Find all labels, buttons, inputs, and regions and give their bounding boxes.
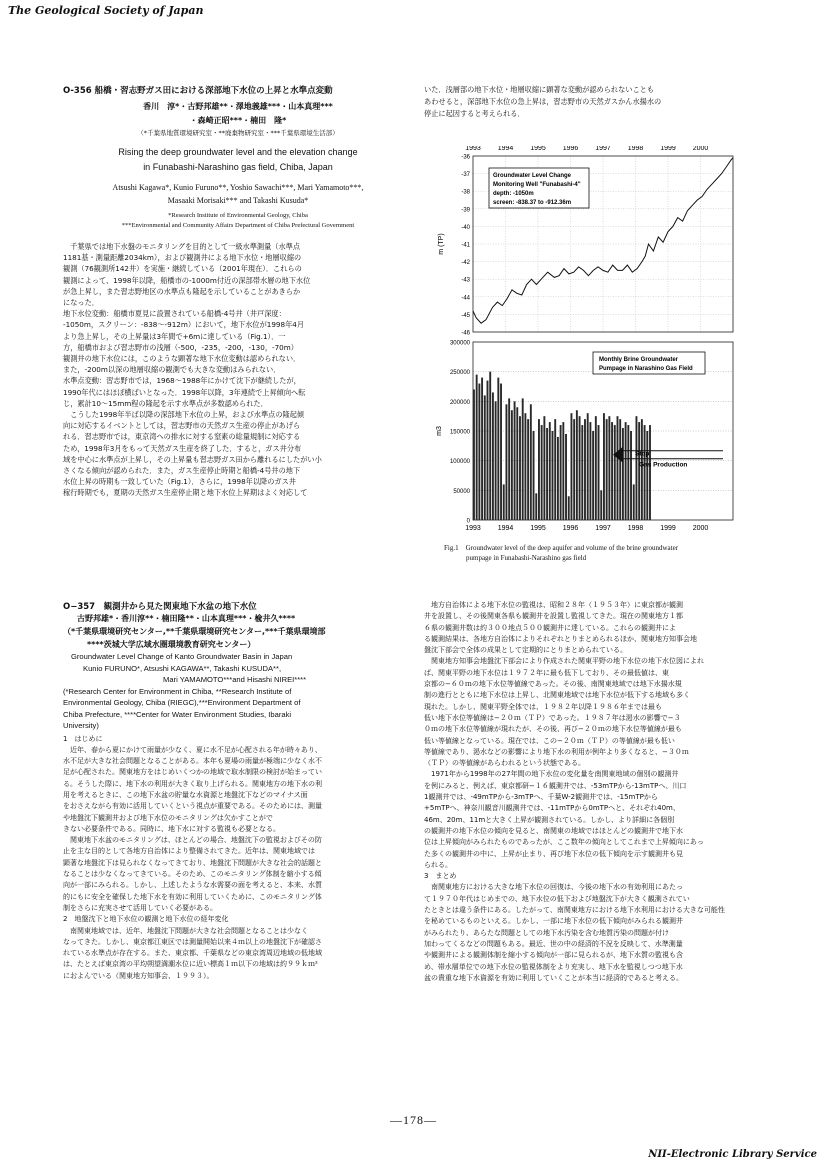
pumpage-bar	[516, 407, 518, 520]
abstract-356-affiliation-ja: （*千葉県地質環境研究室・**廃棄物研究室・***千葉県環境生活部）	[137, 129, 339, 137]
text-line: れる．習志野市では，東京湾への排水に対する窒素の総量規制に対応する	[63, 432, 301, 442]
top-x-tick-label: 1998	[627, 146, 644, 152]
pumpage-bar	[503, 484, 505, 520]
text-line: 足が心配された。関東地方をはじめいくつかの地域で取水制限の検討が始まってい	[63, 768, 322, 777]
text-line: 制の進行とともに地下水位は上昇し、北関東地域では地下水位が低下する地域も多く	[424, 691, 690, 700]
bottom-y-tick-label: 250000	[449, 370, 470, 377]
text-line: より急上昇し，その上昇量は3年間で+6mに達している（Fig.1）．一	[63, 331, 286, 341]
pumpage-bar	[598, 425, 600, 520]
text-line: る観測結果は、各地方自治体によりそれぞれとりまとめられるほか、関東地方知事会地	[424, 634, 697, 643]
text-line: 盆の貴重な地下水資源を有効に利用していくことが本当に経済的であると考える。	[424, 973, 683, 982]
text-line: なることは少なくなってきている。そのため、このモニタリング体制を縮小する傾	[63, 870, 322, 879]
top-x-tick-label: 1995	[530, 146, 546, 152]
text-line: 南関東地方における大きな地下水位の回復は、今後の地下水の有効利用にあたっ	[424, 883, 683, 892]
text-line: が急上昇し，また習志野地区の水準点も隆起を示していることがあきらか	[63, 286, 301, 296]
text-line: -1050m，スクリーン：-838～-912m）において，地下水位が1998年4月	[63, 320, 305, 330]
affiliation-line: Chiba Prefecture, ****Center for Water Environment Studies, Ibaraki	[63, 709, 292, 719]
pumpage-bar	[614, 425, 616, 520]
text-line: る。そうした際に、地下水の利用が大きく取り上げられる。関東地方の地下水の利	[63, 779, 322, 788]
stop-annotation-2: Gas Production	[639, 461, 688, 469]
bottom-title-line-2: Pumpage in Narashino Gas Field	[599, 366, 693, 372]
text-line: をおさえながら有効に活用していくという視点が重要である。そのためには、測量	[63, 802, 322, 811]
pumpage-bar	[584, 419, 586, 520]
pumpage-bar	[500, 384, 502, 520]
text-line: 2 地盤沈下と地下水位の観測と地下水位の経年変化	[63, 915, 229, 924]
figure-1-caption-line-2: pumpage in Funabashi-Narashino gas field	[466, 554, 587, 562]
text-line: になった．	[63, 298, 99, 308]
abstract-356-body	[63, 241, 413, 499]
top-y-tick-label: -44	[461, 295, 470, 302]
text-line: +5mTPへ、神奈川観音川観測井では、-11mTPから0mTPへと、それぞれ40m、	[424, 804, 680, 813]
abstract-357-authors-en-2: Mari YAMAMOTO***and Hisashi NIREI****	[163, 675, 307, 684]
pumpage-bar	[606, 419, 608, 520]
text-line: なってきた。しかし、東京都江東区では測量開始以来４ｍ以上の地盤沈下が確認さ	[63, 937, 322, 946]
pumpage-bar	[576, 410, 578, 520]
pumpage-bar	[497, 378, 499, 520]
pumpage-bar	[519, 416, 521, 520]
text-line: 的にもに安全を確保した地下水を有効に利用していくために、このモニタリング体	[63, 892, 322, 901]
text-line: こうした1998年半ば以降の深部地下水位の上昇，および水準点の隆起傾	[63, 410, 305, 420]
abstract-356-title-en-2: in Funabashi-Narashino gas field, Chiba, Japan	[143, 162, 333, 172]
journal-header: The Geological Society of Japan	[8, 4, 204, 17]
figure-1-caption-line-1: Fig.1 Groundwater level of the deep aquifer and volume of the brine groundwater	[444, 544, 679, 552]
text-line: 盤沈下部会で全体の成果として定期的にとりまとめられている。	[424, 646, 627, 655]
abstract-357-body-left	[63, 734, 406, 983]
pumpage-bar	[522, 398, 524, 520]
abstract-357	[63, 600, 406, 982]
pumpage-bar	[562, 422, 564, 520]
pumpage-bar	[514, 401, 516, 520]
pumpage-bar	[492, 392, 494, 520]
text-line: あわせると，深部地下水位の急上昇は，習志野市の天然ガスかん水揚水の	[424, 97, 662, 106]
text-line: （ＴＰ）の等値線があらわれるという状態である。	[424, 759, 585, 768]
pumpage-bar	[633, 484, 635, 520]
top-x-tick-label: 1994	[497, 146, 514, 152]
top-x-tick-label: 2000	[692, 146, 709, 152]
text-line: 南関東地域では、近年、地盤沈下問題が大きな社会問題となることは少なく	[63, 926, 308, 935]
bottom-x-tick-label: 1995	[530, 525, 546, 532]
top-x-tick-label: 1993	[465, 146, 481, 152]
text-line: て１９７０年代はじめまでの、地下水位の低下および地盤沈下が大きく観測されてい	[424, 894, 690, 903]
pumpage-bar	[641, 419, 643, 520]
text-line: 観測によって、1998年以降，船橋市の-1000m付近の深部帯水層の地下水位	[63, 275, 311, 285]
bottom-x-tick-label: 1999	[660, 525, 676, 532]
text-line: 関東地下水盆のモニタリングは、ほとんどの場合、地盤沈下の監視およびその防	[63, 836, 322, 845]
abstract-356-title-en-1: Rising the deep groundwater level and the elevation change	[118, 147, 358, 157]
text-line: また，-200m以深の地層収縮の観測でも大きな変動はみられない．	[63, 365, 281, 375]
text-line: 近年、春から夏にかけて雨量が少なく、夏に水不足が心配される年が時々あり、	[63, 745, 322, 754]
bottom-x-tick-label: 1997	[595, 525, 611, 532]
pumpage-chart	[436, 341, 733, 533]
pumpage-bar	[592, 431, 594, 520]
abstract-356-authors-en-1: Atsushi Kagawa*, Kunio Furuno**, Yoshio Sawachi***, Mari Yamamoto***,	[112, 183, 364, 192]
pumpage-bar	[511, 410, 513, 520]
bottom-y-tick-label: 150000	[449, 429, 470, 436]
text-line: 井を設置し、その後関東各県も観測井を設置し監視してきた。現在の関東地方１都	[424, 612, 683, 621]
bottom-x-tick-label: 1994	[497, 525, 514, 532]
text-line: 46m、20m、11mと大きく上昇が観測されている。しかし、より詳細に各個別	[424, 815, 675, 824]
text-line: を秘めているものといえる。しかし、一部に地下水位の低下傾向がみられる観測井	[424, 917, 683, 926]
text-line: 京都の−６０ｍの地下水位等値線であった。その後、南関東地域では地下水揚水規	[424, 680, 682, 689]
text-line: 1 はじめに	[63, 734, 103, 743]
top-y-tick-label: -42	[461, 260, 470, 267]
pumpage-bar	[506, 404, 508, 520]
top-y-tick-label: -45	[461, 312, 470, 319]
figure-1-svg	[425, 146, 743, 546]
pumpage-bar	[484, 395, 486, 520]
text-line: 水位上昇の時期も一致していた（Fig.1）．さらに，1998年以降のガス井	[63, 477, 296, 487]
abstract-357-affiliation-ja-1: （*千葉県環境研究センター,**千葉県環境研究センター,***千葉県環境部	[63, 627, 326, 636]
abstract-356	[63, 84, 413, 499]
text-line: ０ｍの地下水位等値線が現れたが、その後、再び−２０ｍの地下水位等値線が最も	[424, 725, 682, 734]
abstract-357-title: O−357 観測井から見た関東地下水盆の地下水位	[63, 602, 257, 612]
text-line: ば、関東平野の地下水位は１９７２年に最も低下しており、その最低値は、東	[424, 668, 669, 677]
text-line: た多くの観測井の中に、上昇が止まり、再び地下水位の低下傾向を示す観測井も見	[424, 849, 683, 858]
text-line: いた．浅層部の地下水位・地層収縮に顕著な変動が認められないことも	[424, 85, 655, 94]
top-annotation-line: depth: -1050m	[493, 191, 534, 197]
top-y-tick-label: -40	[461, 224, 470, 231]
text-line: 3 まとめ	[424, 872, 457, 881]
groundwater-level-chart	[438, 146, 733, 337]
top-annotation-line: Monitoring Well "Funabashi-4"	[493, 182, 581, 188]
abstract-356-authors-ja-1: 香川 淳*・古野邦雄**・澤地義雄***・山本真理***	[143, 102, 333, 111]
top-x-tick-label: 1999	[660, 146, 676, 152]
pumpage-bar	[495, 401, 497, 520]
affiliation-line: (*Research Center for Environment in Chiba, **Research Institute of	[63, 686, 292, 696]
text-line: 方，船橋市および習志野市の浅層（-500，-235，-200，-130，-70m）	[63, 342, 298, 352]
bottom-y-tick-label: 200000	[449, 399, 470, 406]
top-y-tick-label: -38	[461, 189, 470, 196]
bottom-y-tick-label: 50000	[453, 488, 470, 495]
text-line: 関東地方知事会地盤沈下部会により作成された関東平野の地下水位の地下水位図によれ	[424, 657, 704, 666]
pumpage-bar	[508, 398, 510, 520]
pumpage-bar	[630, 431, 632, 520]
abstract-357-affiliation-en	[63, 686, 406, 732]
text-line: 地方自治体による地下水位の監視は、昭和２８年（１９５３年）に東京都が観測	[424, 601, 683, 609]
text-line: 用を考えるときに、この地下水盆の貯量な水資源と地盤沈下などのマイナス面	[63, 790, 308, 799]
pumpage-bar	[552, 431, 554, 520]
text-line: 向に対応するイベントとしては，習志野市の天然ガス生産の停止があげら	[63, 421, 301, 431]
top-y-tick-label: -39	[461, 207, 470, 214]
text-line: 低い地下水位等値線は−２０ｍ（ＴＰ）であった。１９８７年は渇水の影響で−３	[424, 713, 681, 722]
pumpage-bar	[546, 428, 548, 520]
pumpage-bar	[478, 384, 480, 520]
pumpage-bar	[557, 437, 559, 520]
text-line: 1181基・測量距離2034km），および観測井による地下水位・地層収縮の	[63, 253, 302, 263]
text-line: 1観測井では、-49mTPから-3mTPへ、千葉W-2観測井では、-15mTPから	[424, 793, 658, 802]
pumpage-bar	[636, 416, 638, 520]
pumpage-bar	[549, 422, 551, 520]
text-line: は、たとえば東京湾の平均朔望満潮水位に近い標高１ｍ以下の地域は約９９ｋｍ²	[63, 960, 318, 969]
text-line: がみられたり、あらたな問題としての地下水汚染を含む地質汚染の問題が付け	[424, 928, 669, 937]
top-y-tick-label: -37	[461, 172, 470, 179]
pumpage-bar	[527, 419, 529, 520]
bottom-x-tick-label: 1993	[465, 525, 481, 532]
pumpage-bar	[489, 372, 491, 520]
text-line: 向が一部にみられる。しかし、上述したような水需要の面を考えると、本来、水質	[63, 881, 322, 890]
pumpage-bar	[646, 431, 648, 520]
pumpage-bar	[622, 428, 624, 520]
pumpage-bar	[625, 422, 627, 520]
top-y-tick-label: -36	[461, 154, 470, 161]
top-y-tick-label: -41	[461, 242, 470, 249]
text-line: きない必要条件である。同時に、地下水に対する監視も必要となる。	[63, 824, 280, 833]
pumpage-bar	[538, 419, 540, 520]
text-line: れている水準点が存在する。また、東京都、千葉県などの東京湾周辺地域の低地域	[63, 949, 322, 958]
pumpage-bar	[617, 416, 619, 520]
affiliation-line: University)	[63, 721, 99, 730]
pumpage-bar	[600, 490, 602, 520]
pumpage-bar	[541, 425, 543, 520]
pumpage-bar	[573, 419, 575, 520]
abstract-357-authors-en-1: Kunio FURUNO*, Atsushi KAGAWA**, Takashi KUSUDA**,	[83, 663, 282, 673]
text-line: 顕著な地盤沈下は見られなくなってきており、地盤沈下問題が大きな社会的話題と	[63, 858, 322, 867]
figure-1-caption	[444, 543, 754, 563]
text-line: 1990年代にはほぼ横ばいとなった．1998年以降，3年連続で上昇傾向へ転	[63, 387, 306, 397]
pumpage-bar	[589, 422, 591, 520]
abstract-356-affiliation-en-2: ***Environmental and Community Affairs Department of Chiba Prefectural Government	[121, 222, 355, 229]
abstract-356-affiliation-en-1: *Research Institute of Environmental Geology, Chiba	[168, 212, 308, 219]
abstract-356-authors-en-2: Masaaki Morisaki*** and Takashi Kusuda*	[167, 196, 309, 205]
pumpage-bar	[595, 416, 597, 520]
text-line: におよんでいる（関東地方知事会、１９９３）。	[63, 971, 214, 980]
bottom-x-tick-label: 1996	[562, 525, 579, 532]
abstract-357-body-right	[424, 600, 774, 984]
text-line: 域を中心に水準点が上昇し，その上昇量も習志野ガス田から離れるにしたがい小	[63, 454, 322, 464]
text-line: 水準点変動：習志野市では，1968～1988年にかけて沈下が継続したが，	[63, 376, 301, 386]
bottom-y-tick-label: 100000	[449, 459, 470, 466]
abstract-356-continuation	[424, 84, 770, 120]
bottom-y-axis-label: m3	[436, 426, 443, 436]
pumpage-bar	[611, 422, 613, 520]
abstract-357-affiliation-ja-2: ****茨城大学広域水圏環境教育研究センター）	[87, 640, 256, 649]
pumpage-bar	[627, 425, 629, 520]
text-line: 制をさらに充実させて活用していく必要がある。	[63, 903, 217, 912]
text-line: 1971年から1998年の27年間の地下水位の変化量を南関東地域の個別の観測井	[424, 770, 679, 779]
pumpage-bar	[554, 419, 556, 520]
pumpage-bar	[568, 496, 570, 520]
pumpage-bar	[619, 419, 621, 520]
text-line: 水不足が大きな社会問題となることがある。本年も夏場の雨量が極端に少なく水不	[63, 757, 322, 766]
pumpage-bar	[638, 422, 640, 520]
text-line: 位は上昇傾向がみられたものであったが、ここ数年の傾向としてこれまで上昇傾向にあっ	[424, 838, 704, 847]
abstract-356-title: O-356 船橋・習志野ガス田における深部地下水位の上昇と水準点変動	[63, 86, 333, 96]
pumpage-bar	[579, 416, 581, 520]
top-y-tick-label: -46	[461, 330, 470, 337]
text-line: や観測井による観測体制を縮小する傾向が一部に見られるが、地下水質の監視も含	[424, 951, 683, 960]
pumpage-bar	[603, 413, 605, 520]
text-line: や地盤沈下観測井および地下水位のモニタリングは欠かすことがで	[63, 813, 273, 822]
text-line: 千葉県では地下水盤のモニタリングを目的として一級水準測量（水準点	[63, 242, 301, 251]
pumpage-bar	[476, 375, 478, 520]
pumpage-bar	[530, 404, 532, 520]
text-line: ため，1998年3月をもって天然ガス生産を終了した．すると，ガス井分布	[63, 443, 302, 453]
text-line: 地下水位変動：船橋市夏見に設置されている船橋-4号井（井戸深度：	[63, 309, 286, 319]
text-line: 観測井の地下水位には，このような顕著な地下水位変動は認められない．	[63, 354, 301, 364]
bottom-y-tick-label: 0	[466, 518, 470, 525]
text-line: られる。	[424, 860, 452, 869]
abstract-357-title-en: Groundwater Level Change of Kanto Groundwater Basin in Japan	[71, 652, 293, 661]
top-x-tick-label: 1996	[562, 146, 579, 152]
pumpage-bar	[473, 389, 475, 520]
stop-annotation-1: Stop	[635, 450, 650, 458]
text-line: ６県の観測井数は約３００地点５００観測井に達している。これらの観測井によ	[424, 623, 676, 632]
text-line: 稼行時期でも，夏期の天然ガス生産停止期と地下水位上昇期はよく対応して	[63, 488, 308, 498]
top-annotation-line: Groundwater Level Change	[493, 173, 572, 179]
footer-service: NII-Electronic Library Service	[648, 1149, 817, 1160]
text-line: 等値線であり、渇水などの影響により地下水の利用が例年より多くなると、−３０ｍ	[424, 747, 689, 756]
pumpage-bar	[571, 413, 573, 520]
pumpage-bar	[608, 416, 610, 520]
pumpage-bar	[587, 413, 589, 520]
bottom-title-line-1: Monthly Brine Groundwater	[599, 357, 679, 363]
text-line: め、帯水層単位での地下水位の監視体制をより充実し、地下水を監視しつつ地下水	[424, 962, 683, 971]
text-line: 低い等値線となっている。現在では、この−２０ｍ（ＴＰ）の等値線が最も低い	[424, 736, 675, 745]
top-y-tick-label: -43	[461, 277, 470, 284]
text-line: 止を主な目的として各地方自治体により整備されてきた。近年は、関東地域では	[63, 847, 315, 856]
figure-1	[425, 146, 743, 586]
pumpage-bar	[560, 425, 562, 520]
pumpage-bar	[581, 425, 583, 520]
text-line: 現れた。しかし、関東平野全体では、１９８２年以降１９８６年までは最も	[424, 702, 662, 711]
text-line: たときとは違う条件にある。したがって、南関東地方における地下水利用における大きな可能性	[424, 906, 725, 915]
pumpage-bar	[524, 413, 526, 520]
pumpage-bar	[533, 431, 535, 520]
text-line: を例にみると、例えば、東京都研−１６観測井では、-53mTPから-13mTPへ、川口	[424, 781, 687, 790]
top-y-axis-label: m (TP)	[438, 233, 445, 255]
abstract-357-authors-ja: 古野邦雄*・香川淳**・楠田隆**・山本真理***・楡井久****	[77, 614, 296, 623]
bottom-x-tick-label: 1998	[627, 525, 644, 532]
bottom-x-tick-label: 2000	[692, 525, 709, 532]
text-line: 観測（76観測所142井）を実施・継続している（2001年現在）．これらの	[63, 264, 302, 274]
pumpage-bar	[481, 378, 483, 520]
pumpage-bar	[535, 493, 537, 520]
pumpage-bar	[644, 425, 646, 520]
pumpage-bar	[487, 381, 489, 520]
pumpage-bar	[543, 416, 545, 520]
text-line: 停止に起因すると考えられる．	[424, 109, 525, 118]
page-number: —178—	[390, 1113, 437, 1127]
affiliation-line: Environmental Geology, Chiba (RIEGC),***Environment Department of	[63, 698, 301, 707]
text-line: じ，累計10～15mm程の隆起を示す水準点が多数認められた．	[63, 398, 268, 408]
top-annotation-line: screen: -838.37 to -912.36m	[493, 200, 572, 206]
abstract-356-authors-ja-2: ・森崎正昭***・楠田 隆*	[189, 116, 287, 125]
top-x-tick-label: 1997	[595, 146, 611, 152]
text-line: 加わってくるなどの問題もある。最近、世の中の経済的不況を反映して、水準測量	[424, 939, 683, 948]
pumpage-bar	[649, 425, 651, 520]
text-line: の観測井の地下水位の傾向を見ると、南関東の地域ではほとんどの観測井で地下水	[424, 826, 683, 835]
pumpage-bar	[565, 434, 567, 520]
text-line: さくなる傾向が認められた．また，ガス生産停止時期と船橋-4号井の地下	[63, 466, 301, 476]
bottom-y-tick-label: 300000	[449, 340, 470, 347]
